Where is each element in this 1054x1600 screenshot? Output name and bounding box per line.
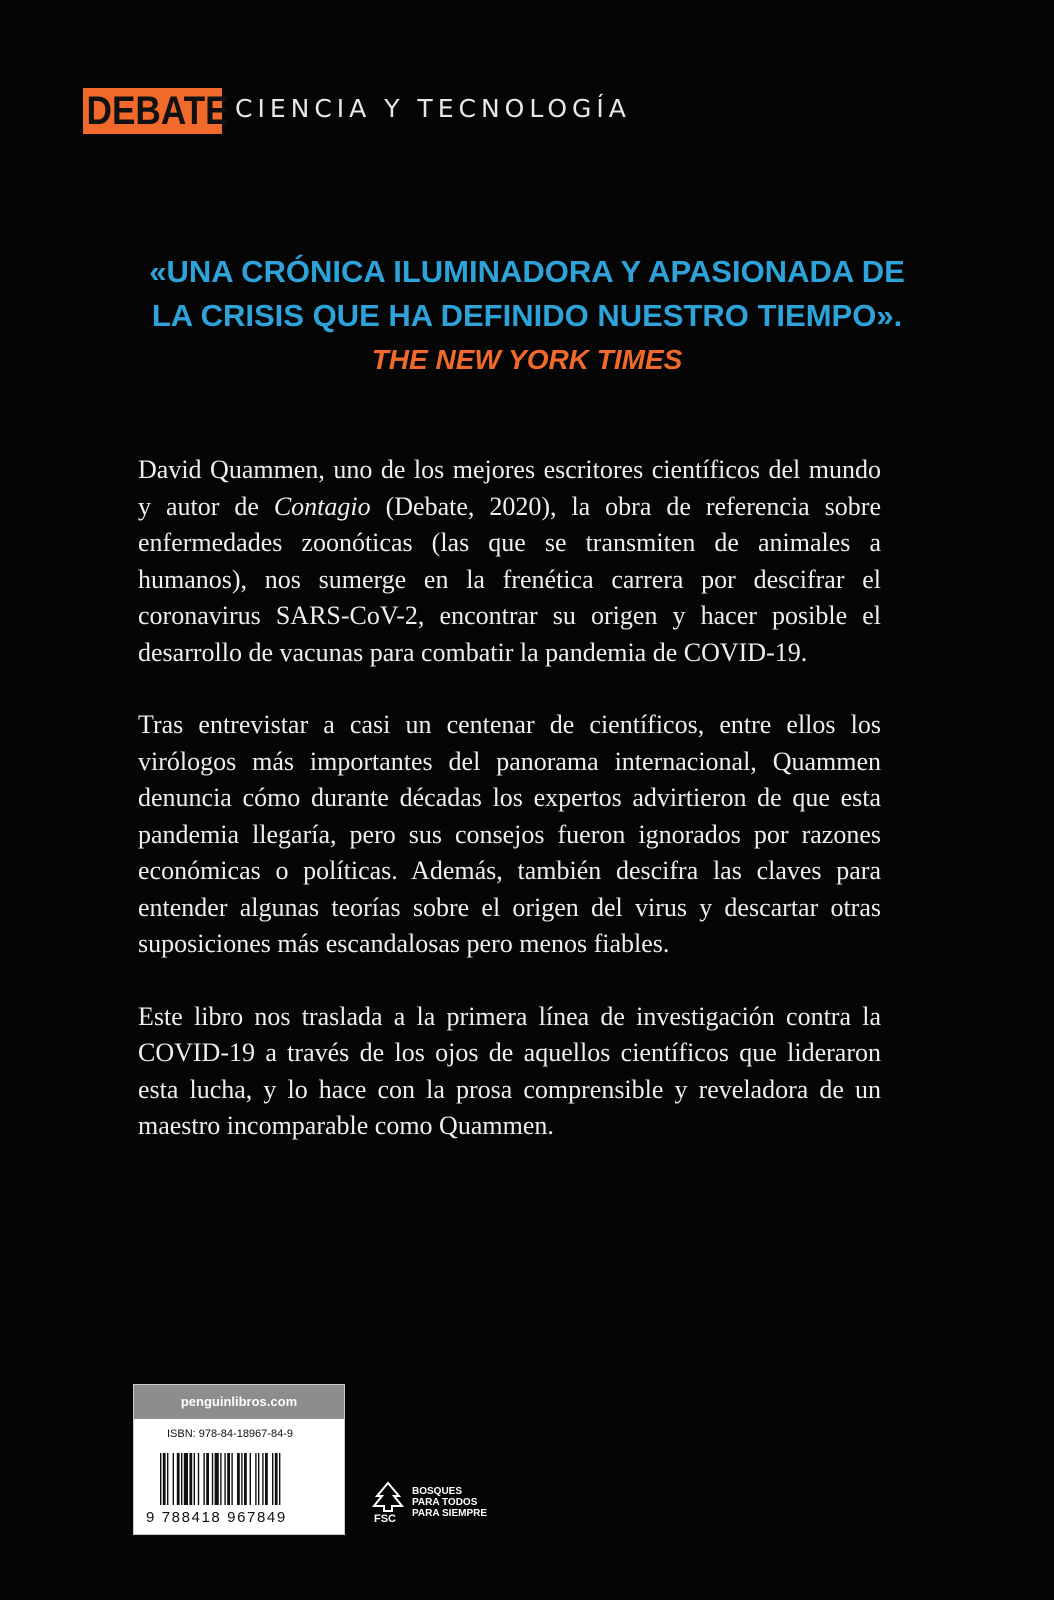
barcode-digits: 9 788418 967849 (146, 1509, 287, 1526)
barcode-bar (177, 1453, 180, 1505)
barcode-bar (215, 1453, 219, 1505)
paragraph-1-start: David Quammen, uno de los mejores escritores científicos del mundo y autor de (138, 455, 881, 521)
paragraph-1-end: (Debate, 2020), la obra de referencia sobre enfermedades zoonóticas (las que se transmiten de animales a humanos), nos sumerge en la frenética carrera por descifrar el coronavirus SARS-CoV-2, encontrar su origen y hacer posible el desarrollo de vacunas para combatir la pandemia de COVID-19. (138, 491, 881, 667)
barcode-bar (194, 1453, 195, 1505)
fsc-line-3: PARA SIEMPRE (412, 1507, 488, 1519)
barcode-bar (244, 1453, 247, 1505)
barcode-bar (241, 1453, 242, 1505)
barcode-bar (184, 1453, 188, 1505)
quote-source: THE NEW YORK TIMES (371, 344, 683, 375)
barcode-bar (275, 1453, 278, 1505)
paragraph-1 (138, 452, 881, 671)
barcode-bar (173, 1453, 174, 1505)
blurb-quote (0, 250, 1054, 382)
barcode-bar (262, 1453, 263, 1505)
fsc-line-1: BOSQUES (412, 1485, 463, 1497)
paragraph-2: Tras entrevistar a casi un centenar de científicos, entre ellos los virólogos más importantes del panorama internacional, Quammen denuncia cómo durante décadas los expertos advirtieron de que esta pandemia llegaría, pero sus consejos fueron ignorados por razones económicas o políticas. Además, también descifra las claves para entender algunas teorías sobre el origen del virus y descartar otras suposiciones más escandalosas pero menos fiables. (138, 710, 881, 958)
quote-line-2: LA CRISIS QUE HA DEFINIDO NUESTRO TIEMPO». (151, 298, 903, 333)
barcode-bar (160, 1453, 161, 1505)
barcode-bar (272, 1453, 273, 1505)
barcode-bar (198, 1453, 199, 1505)
fsc-slogan (412, 1486, 487, 1519)
barcode-bar (163, 1453, 166, 1505)
barcode-bar (189, 1453, 192, 1505)
barcode-bar (231, 1453, 232, 1505)
barcode-bar (220, 1453, 221, 1505)
barcode-bar (255, 1453, 256, 1505)
barcode-bar (206, 1453, 209, 1505)
barcode-bar (265, 1453, 268, 1505)
barcode-bar (227, 1453, 230, 1505)
barcode-bar (181, 1453, 182, 1505)
barcode-bar (167, 1453, 168, 1505)
barcode-bar (224, 1453, 225, 1505)
barcode-bar (258, 1453, 259, 1505)
barcode-icon (160, 1453, 338, 1505)
quote-line-1: «UNA CRÓNICA ILUMINADORA Y APASIONADA DE (149, 254, 905, 289)
barcode-bar (250, 1453, 251, 1505)
barcode-bar (203, 1453, 204, 1505)
barcode-bar (279, 1453, 280, 1505)
fsc-tree-icon (370, 1480, 406, 1524)
book-title-contagio: Contagio (273, 491, 371, 521)
barcode-bar (212, 1453, 213, 1505)
paragraph-3: Este libro nos traslada a la primera línea de investigación contra la COVID-19 a través de los ojos de aquellos científicos que lideraron esta lucha, y lo hace con la prosa comprensible y reveladora de un maestro incomparable como Quammen. (138, 1001, 881, 1140)
publisher-logo: DEBATE (83, 88, 222, 134)
synopsis (138, 452, 881, 1145)
fsc-line-2: PARA TODOS (412, 1496, 478, 1508)
fsc-mark: FSC (374, 1513, 396, 1524)
publisher-website: penguinlibros.com (134, 1385, 344, 1419)
barcode-bar (237, 1453, 240, 1505)
fsc-label (370, 1480, 487, 1524)
collection-name: CIENCIA Y TECNOLOGÍA (235, 94, 631, 123)
header (83, 88, 631, 134)
barcode-panel (133, 1384, 345, 1535)
isbn-label: ISBN: 978-84-18967-84-9 (167, 1428, 293, 1440)
